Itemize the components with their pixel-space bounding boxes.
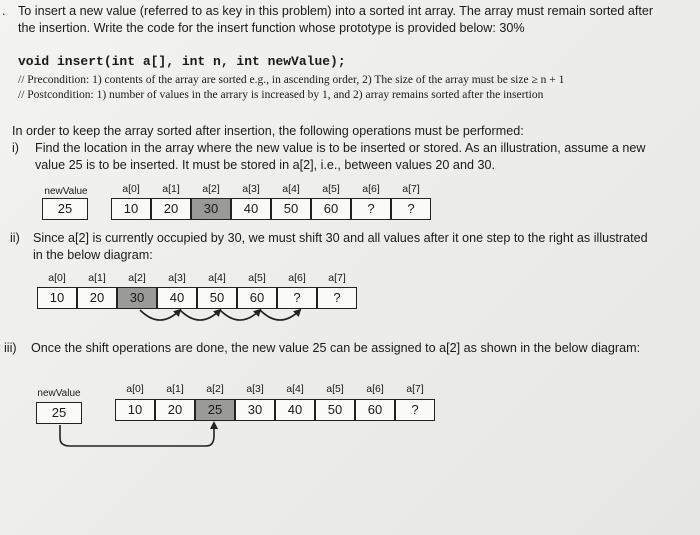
index-label: a[1] — [88, 272, 106, 284]
step-1-line-2: value 25 is to be inserted. It must be stored in a[2], i.e., between values 20 and 30. — [35, 158, 495, 172]
question-line-1: To insert a new value (referred to as key in this problem) into a sorted int array. The array must remain sorted after — [18, 4, 654, 18]
postcondition: // Postcondition: 1) number of values in the arrary is increased by 1, and 2) array remains sorted after the insertion — [18, 89, 544, 101]
index-label: a[3] — [168, 272, 186, 284]
index-label: a[7] — [402, 183, 420, 195]
array-cell: 10 — [115, 399, 155, 421]
array-cell: 30 — [235, 399, 275, 421]
index-label: a[1] — [166, 383, 184, 395]
step-3-number: iii) — [4, 341, 17, 355]
question-bullet: . — [2, 4, 6, 18]
index-label: a[0] — [48, 272, 66, 284]
index-label: a[4] — [286, 383, 304, 395]
index-label: a[2] — [202, 183, 220, 195]
array-cell: 10 — [111, 198, 151, 220]
index-label: a[0] — [122, 183, 140, 195]
index-label: a[3] — [242, 183, 260, 195]
index-label: a[5] — [248, 272, 266, 284]
index-label: a[4] — [282, 183, 300, 195]
assign-arrow — [60, 423, 214, 446]
array-cell: 60 — [311, 198, 351, 220]
question-line-2: the insertion. Write the code for the insert function whose prototype is provided below: 30% — [18, 21, 525, 35]
array-cell: 20 — [155, 399, 195, 421]
array-cell: 50 — [315, 399, 355, 421]
index-label: a[7] — [328, 272, 346, 284]
array-cell-highlighted: 30 — [191, 198, 231, 220]
step-2-line-1: Since a[2] is currently occupied by 30, we must shift 30 and all values after it one step to the right as illustrated — [33, 231, 648, 245]
array-cell: 40 — [231, 198, 271, 220]
newvalue-box: 25 — [42, 198, 88, 220]
array-cell: ? — [395, 399, 435, 421]
shift-arrow — [260, 310, 300, 320]
array-cell: 20 — [151, 198, 191, 220]
array-cell: 20 — [77, 287, 117, 309]
index-label: a[5] — [322, 183, 340, 195]
index-label: a[0] — [126, 383, 144, 395]
step-1-number: i) — [12, 141, 19, 155]
index-label: a[3] — [246, 383, 264, 395]
index-label: a[5] — [326, 383, 344, 395]
shift-arrow — [180, 310, 220, 320]
precondition: // Precondition: 1) contents of the array are sorted e.g., in ascending order, 2) The size of the array must be size ≥ n + 1 — [18, 74, 565, 86]
step-3-line-1: Once the shift operations are done, the new value 25 can be assigned to a[2] as shown in the below diagram: — [31, 341, 641, 355]
step-2-line-2: in the below diagram: — [33, 248, 153, 262]
shift-arrow — [140, 310, 180, 320]
index-label: a[7] — [406, 383, 424, 395]
index-label: a[6] — [366, 383, 384, 395]
index-label: a[6] — [288, 272, 306, 284]
index-label: a[2] — [128, 272, 146, 284]
array-cell-highlighted: 30 — [117, 287, 157, 309]
index-label: a[6] — [362, 183, 380, 195]
array-cell: ? — [391, 198, 431, 220]
index-label: a[4] — [208, 272, 226, 284]
array-cell: 10 — [37, 287, 77, 309]
array-cell: 60 — [237, 287, 277, 309]
step-2-number: ii) — [10, 231, 20, 245]
newvalue-box: 25 — [36, 402, 82, 424]
array-cell: 40 — [157, 287, 197, 309]
newvalue-label: newValue — [44, 186, 88, 197]
array-cell: 50 — [271, 198, 311, 220]
shift-arrow — [220, 310, 260, 320]
newvalue-label: newValue — [37, 388, 81, 399]
array-cell-highlighted: 25 — [195, 399, 235, 421]
array-cell: ? — [351, 198, 391, 220]
step-1-line-1: Find the location in the array where the new value is to be inserted or stored. As an illustration, assume a new — [35, 141, 646, 155]
array-cell: 50 — [197, 287, 237, 309]
array-cell: ? — [277, 287, 317, 309]
array-cell: 40 — [275, 399, 315, 421]
index-label: a[1] — [162, 183, 180, 195]
function-prototype: void insert(int a[], int n, int newValue); — [18, 54, 346, 69]
intro-text: In order to keep the array sorted after insertion, the following operations must be performed: — [12, 124, 524, 138]
array-cell: ? — [317, 287, 357, 309]
array-cell: 60 — [355, 399, 395, 421]
index-label: a[2] — [206, 383, 224, 395]
